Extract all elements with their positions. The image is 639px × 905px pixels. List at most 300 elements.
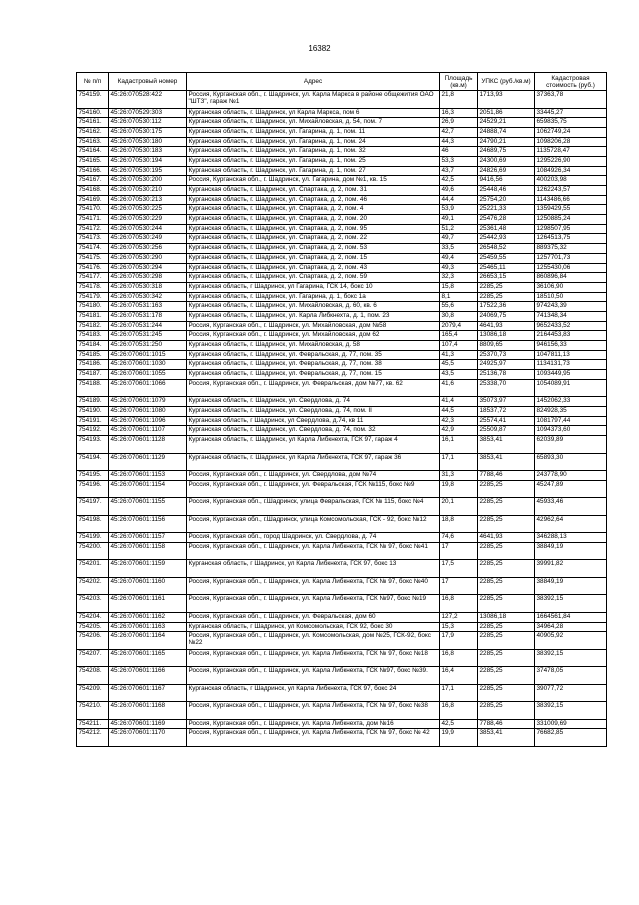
cadastral-number-cell: 45:26:070530:294	[109, 263, 187, 273]
upks-cell: 3853,41	[478, 436, 535, 454]
address-cell: Курганская область, г. Шадринск, ул. Гагарина, д. 1, пом. 11	[187, 127, 440, 137]
address-cell: Курганская область, г Шадринск, ул Гагарина, ГСК 14, бокс 10	[187, 282, 440, 292]
cadastral-number-cell: 45:26:070601:1167	[109, 684, 187, 702]
area-cell: 49,3	[440, 263, 478, 273]
area-cell: 45,5	[440, 360, 478, 370]
cadastral-number-cell: 45:26:070530:244	[109, 224, 187, 234]
cadastral-cost-cell: 1135728,47	[535, 147, 607, 157]
table-row	[77, 426, 607, 436]
row-number-cell: 754174.	[77, 244, 109, 254]
table-row	[77, 622, 607, 632]
area-cell: 41,4	[440, 397, 478, 407]
cadastral-cost-cell: 40905,92	[535, 632, 607, 650]
cadastral-number-cell: 45:26:070528:422	[109, 91, 187, 109]
cadastral-number-cell: 45:26:070601:1155	[109, 498, 187, 516]
cadastral-cost-cell: 824928,35	[535, 406, 607, 416]
cadastral-number-cell: 45:26:070530:175	[109, 127, 187, 137]
table-row	[77, 321, 607, 331]
cadastral-number-cell: 45:26:070601:1096	[109, 416, 187, 426]
address-cell: Курганская область, г. Шадринск, ул. Гагарина, д. 1, пом. 24	[187, 137, 440, 147]
table-row	[77, 360, 607, 370]
address-cell: Россия, Курганская обл., г.Шадринск, улица Комсомольская, ГСК - 92, бокс №12	[187, 515, 440, 533]
upks-cell: 25574,41	[478, 416, 535, 426]
table-row	[77, 91, 607, 109]
upks-cell: 2285,25	[478, 667, 535, 685]
table-row	[77, 118, 607, 128]
cadastral-number-cell: 45:26:070530:200	[109, 176, 187, 186]
cadastral-cost-cell: 946156,33	[535, 341, 607, 351]
area-cell: 43,7	[440, 166, 478, 176]
cadastral-number-cell: 45:26:070530:180	[109, 137, 187, 147]
row-number-cell: 754160.	[77, 108, 109, 118]
cadastral-number-cell: 45:26:070601:1169	[109, 719, 187, 729]
cadastral-number-cell: 45:26:070531:250	[109, 341, 187, 351]
row-number-cell: 754195.	[77, 471, 109, 481]
area-cell: 2079,4	[440, 321, 478, 331]
cadastral-cost-cell: 1081797,44	[535, 416, 607, 426]
address-cell: Курганская область, г. Шадринск, ул. Спартака, д. 2, пом. 43	[187, 263, 440, 273]
cadastral-number-cell: 45:26:070601:1128	[109, 436, 187, 454]
area-cell: 33,5	[440, 244, 478, 254]
area-cell: 42,9	[440, 426, 478, 436]
row-number-cell: 754188.	[77, 379, 109, 397]
area-cell: 165,4	[440, 331, 478, 341]
address-cell: Курганская область, г. Шадринск, ул. Спартака, д. 2, пом. 15	[187, 253, 440, 263]
row-number-cell: 754164.	[77, 147, 109, 157]
area-cell: 8,1	[440, 292, 478, 302]
address-cell: Курганская область, г. Шадринск, ул. Февральская, д. 77, пом. 15	[187, 370, 440, 380]
table-row	[77, 406, 607, 416]
table-row	[77, 542, 607, 560]
cadastral-cost-cell: 1250885,24	[535, 215, 607, 225]
area-cell: 49,6	[440, 186, 478, 196]
cadastral-number-cell: 45:26:070530:194	[109, 156, 187, 166]
upks-cell: 13086,18	[478, 612, 535, 622]
address-cell: Россия, Курганская обл., г. Шадринск, ул. Комсомольская, дом №25, ГСК-92, бокс №22	[187, 632, 440, 650]
upks-cell: 2285,25	[478, 292, 535, 302]
row-number-cell: 754187.	[77, 370, 109, 380]
area-cell: 43,5	[440, 370, 478, 380]
row-number-cell: 754202.	[77, 577, 109, 595]
header-area: Площадь (кв.м)	[440, 73, 478, 91]
address-cell: Россия, Курганская обл., г. Шадринск, ул. Михайловская, дом 62	[187, 331, 440, 341]
cadastral-cost-cell: 1298507,95	[535, 224, 607, 234]
upks-cell: 25361,48	[478, 224, 535, 234]
table-row	[77, 471, 607, 481]
upks-cell: 24790,21	[478, 137, 535, 147]
table-row	[77, 205, 607, 215]
row-number-cell: 754192.	[77, 426, 109, 436]
cadastral-cost-cell: 1093449,95	[535, 370, 607, 380]
area-cell: 16,8	[440, 649, 478, 667]
upks-cell: 25370,73	[478, 350, 535, 360]
table-row	[77, 186, 607, 196]
table-row	[77, 253, 607, 263]
table-row	[77, 436, 607, 454]
area-cell: 20,1	[440, 498, 478, 516]
table-row	[77, 176, 607, 186]
row-number-cell: 754204.	[77, 612, 109, 622]
row-number-cell: 754165.	[77, 156, 109, 166]
row-number-cell: 754199.	[77, 533, 109, 543]
row-number-cell: 754177.	[77, 273, 109, 283]
area-cell: 17,1	[440, 684, 478, 702]
table-row	[77, 108, 607, 118]
upks-cell: 3853,41	[478, 453, 535, 471]
cadastral-cost-cell: 1098206,28	[535, 137, 607, 147]
upks-cell: 2285,25	[478, 480, 535, 498]
cadastral-number-cell: 45:26:070530:213	[109, 195, 187, 205]
cadastral-cost-cell: 1084926,34	[535, 166, 607, 176]
area-cell: 49,4	[440, 253, 478, 263]
upks-cell: 9416,56	[478, 176, 535, 186]
area-cell: 31,3	[440, 471, 478, 481]
cadastral-number-cell: 45:26:070601:1164	[109, 632, 187, 650]
cadastral-number-cell: 45:26:070601:1161	[109, 595, 187, 613]
cadastral-number-cell: 45:26:070601:1079	[109, 397, 187, 407]
header-cadastral-cost: Кадастровая стоимость (руб.)	[535, 73, 607, 91]
area-cell: 17	[440, 542, 478, 560]
area-cell: 42,5	[440, 719, 478, 729]
cadastral-cost-cell: 76682,85	[535, 729, 607, 747]
row-number-cell: 754180.	[77, 302, 109, 312]
area-cell: 44,5	[440, 406, 478, 416]
cadastral-cost-cell: 38392,15	[535, 595, 607, 613]
address-cell: Курганская область, г. Шадринск, ул. Свердлова, д. 74, пом. II	[187, 406, 440, 416]
upks-cell: 2285,25	[478, 515, 535, 533]
address-cell: Курганская область, г. Шадринск, ул. Михайловская, д. 54, пом. 7	[187, 118, 440, 128]
upks-cell: 26548,52	[478, 244, 535, 254]
upks-cell: 2051,86	[478, 108, 535, 118]
row-number-cell: 754189.	[77, 397, 109, 407]
upks-cell: 25476,28	[478, 215, 535, 225]
cadastral-cost-cell: 243778,90	[535, 471, 607, 481]
area-cell: 53,3	[440, 156, 478, 166]
row-number-cell: 754190.	[77, 406, 109, 416]
area-cell: 41,6	[440, 379, 478, 397]
row-number-cell: 754196.	[77, 480, 109, 498]
table-row	[77, 577, 607, 595]
table-body	[77, 91, 607, 747]
row-number-cell: 754166.	[77, 166, 109, 176]
page-number: 16382	[308, 44, 331, 53]
cadastral-cost-cell: 42962,64	[535, 515, 607, 533]
address-cell: Россия, Курганская обл., г. Шадринск, ул. Свердлова, дом №74	[187, 471, 440, 481]
address-cell: Курганская область, г. Шадринск, ул. Спартака, д. 2, пом. 4	[187, 205, 440, 215]
cadastral-cost-cell: 974243,39	[535, 302, 607, 312]
cadastral-cost-cell: 659835,75	[535, 118, 607, 128]
header-upks: УПКС (руб./кв.м)	[478, 73, 535, 91]
address-cell: Россия, Курганская обл., г. Шадринск, ул. Карла Маркса в районе общежития ОАО "ШТЗ", гараж №1	[187, 91, 440, 109]
area-cell: 18,8	[440, 515, 478, 533]
table-row	[77, 147, 607, 157]
row-number-cell: 754181.	[77, 311, 109, 321]
upks-cell: 2285,25	[478, 649, 535, 667]
cadastral-number-cell: 45:26:070601:1157	[109, 533, 187, 543]
upks-cell: 25338,70	[478, 379, 535, 397]
address-cell: Курганская область, г. Шадринск, ул. Гагарина, д. 1, пом. 25	[187, 156, 440, 166]
address-cell: Курганская область, г. Шадринск, ул. Гагарина, д. 1, пом. 32	[187, 147, 440, 157]
address-cell: Курганская область, г. Шадринск, ул Карла Маркса, пом 6	[187, 108, 440, 118]
area-cell: 46	[440, 147, 478, 157]
address-cell: Курганская область, г. Шадринск, ул Карла Либкнехта, ГСК 97, гараж 4	[187, 436, 440, 454]
upks-cell: 18537,72	[478, 406, 535, 416]
address-cell: Россия, Курганская обл., г. Шадринск, ул. Февральская, ГСК №115, бокс №9	[187, 480, 440, 498]
upks-cell: 25459,55	[478, 253, 535, 263]
row-number-cell: 754182.	[77, 321, 109, 331]
upks-cell: 17522,36	[478, 302, 535, 312]
row-number-cell: 754212.	[77, 729, 109, 747]
cadastral-number-cell: 45:26:070601:1160	[109, 577, 187, 595]
header-num: № п/п	[77, 73, 109, 91]
address-cell: Россия, Курганская обл., г. Шадринск, ул. Карла Либкнехта, ГСК № 97, бокс №40	[187, 577, 440, 595]
cadastral-number-cell: 45:26:070530:256	[109, 244, 187, 254]
row-number-cell: 754178.	[77, 282, 109, 292]
row-number-cell: 754198.	[77, 515, 109, 533]
area-cell: 49,1	[440, 215, 478, 225]
table-row	[77, 560, 607, 578]
row-number-cell: 754176.	[77, 263, 109, 273]
upks-cell: 24689,75	[478, 147, 535, 157]
cadastral-cost-cell: 1143486,66	[535, 195, 607, 205]
address-cell: Россия, Курганская обл., г. Шадринск, ул. Февральская, дом №77, кв. 62	[187, 379, 440, 397]
header-cadastral-number: Кадастровый номер	[109, 73, 187, 91]
row-number-cell: 754201.	[77, 560, 109, 578]
cadastral-number-cell: 45:26:070601:1168	[109, 702, 187, 720]
upks-cell: 2285,25	[478, 622, 535, 632]
table-row	[77, 702, 607, 720]
address-cell: Курганская область, г. Шадринск, ул. Свердлова, д. 74	[187, 397, 440, 407]
area-cell: 127,2	[440, 612, 478, 622]
area-cell: 17	[440, 577, 478, 595]
cadastral-cost-cell: 45933,46	[535, 498, 607, 516]
table-row	[77, 292, 607, 302]
cadastral-number-cell: 45:26:070601:1153	[109, 471, 187, 481]
cadastral-number-cell: 45:26:070531:244	[109, 321, 187, 331]
cadastral-number-cell: 45:26:070601:1107	[109, 426, 187, 436]
address-cell: Россия, Курганская обл., г. Шадринск, ул. Карла Либкнехта, ГСК №97, бокс №39.	[187, 667, 440, 685]
address-cell: Курганская область, г Шадринск, ул Свердлова, д.74, кв 11	[187, 416, 440, 426]
upks-cell: 4641,93	[478, 321, 535, 331]
area-cell: 21,8	[440, 91, 478, 109]
table-row	[77, 282, 607, 292]
row-number-cell: 754172.	[77, 224, 109, 234]
upks-cell: 24826,69	[478, 166, 535, 176]
cadastral-number-cell: 45:26:070530:318	[109, 282, 187, 292]
upks-cell: 2285,25	[478, 542, 535, 560]
row-number-cell: 754186.	[77, 360, 109, 370]
cadastral-number-cell: 45:26:070530:195	[109, 166, 187, 176]
address-cell: Россия, Курганская обл., г. Шадринск, ул. Карла Либкнехта, ГСК № 97, бокс №38	[187, 702, 440, 720]
row-number-cell: 754200.	[77, 542, 109, 560]
cadastral-number-cell: 45:26:070601:1162	[109, 612, 187, 622]
row-number-cell: 754184.	[77, 341, 109, 351]
row-number-cell: 754205.	[77, 622, 109, 632]
area-cell: 74,6	[440, 533, 478, 543]
address-cell: Курганская область, г. Шадринск, ул. Февральская, д. 77, пом. 35	[187, 350, 440, 360]
row-number-cell: 754185.	[77, 350, 109, 360]
cadastral-number-cell: 45:26:070601:1156	[109, 515, 187, 533]
cadastral-cost-cell: 37478,05	[535, 667, 607, 685]
area-cell: 32,3	[440, 273, 478, 283]
cadastral-cost-cell: 1062749,24	[535, 127, 607, 137]
upks-cell: 24069,75	[478, 311, 535, 321]
table-row	[77, 595, 607, 613]
area-cell: 44,4	[440, 195, 478, 205]
area-cell: 16,8	[440, 595, 478, 613]
upks-cell: 2285,25	[478, 632, 535, 650]
area-cell: 16,8	[440, 702, 478, 720]
address-cell: Курганская область, г. Шадринск, ул. Гагарина, д. 1, бокс 1а	[187, 292, 440, 302]
upks-cell: 25442,93	[478, 234, 535, 244]
upks-cell: 7788,46	[478, 471, 535, 481]
address-cell: Россия, Курганская обл., г. Шадринск, ул. Гагарина, дом №1, кв. 15	[187, 176, 440, 186]
address-cell: Россия, Курганская обл., г. Шадринск, ул. Карла Либкнехта, ГСК № 97, бокс №41	[187, 542, 440, 560]
table-row	[77, 498, 607, 516]
upks-cell: 3853,41	[478, 729, 535, 747]
cadastral-number-cell: 45:26:070530:225	[109, 205, 187, 215]
row-number-cell: 754171.	[77, 215, 109, 225]
address-cell: Россия, Курганская обл., г. Шадринск, ул. Карла Либкнехта, ГСК № 97, бокс № 42	[187, 729, 440, 747]
cadastral-number-cell: 45:26:070601:1170	[109, 729, 187, 747]
cadastral-cost-cell: 1255430,06	[535, 263, 607, 273]
table-row	[77, 684, 607, 702]
row-number-cell: 754169.	[77, 195, 109, 205]
cadastral-number-cell: 45:26:070530:112	[109, 118, 187, 128]
upks-cell: 2285,25	[478, 595, 535, 613]
cadastral-number-cell: 45:26:070530:298	[109, 273, 187, 283]
cadastral-cost-cell: 1094373,60	[535, 426, 607, 436]
cadastral-cost-cell: 400203,98	[535, 176, 607, 186]
cadastral-number-cell: 45:26:070601:1015	[109, 350, 187, 360]
address-cell: Курганская область, г. Шадринск, ул. Спартака, д. 2, пом. 95	[187, 224, 440, 234]
row-number-cell: 754161.	[77, 118, 109, 128]
address-cell: Курганская область, г. Шадринск, ул. Спартака, д. 2, пом. 31	[187, 186, 440, 196]
area-cell: 17,5	[440, 560, 478, 578]
cadastral-cost-cell: 38392,15	[535, 702, 607, 720]
table-row	[77, 273, 607, 283]
table-row	[77, 127, 607, 137]
cadastral-number-cell: 45:26:070530:183	[109, 147, 187, 157]
cadastral-cost-cell: 37363,78	[535, 91, 607, 109]
upks-cell: 24529,21	[478, 118, 535, 128]
cadastral-number-cell: 45:26:070601:1030	[109, 360, 187, 370]
cadastral-cost-cell: 1054089,91	[535, 379, 607, 397]
address-cell: Россия, Курганская обл., г. Шадринск, ул. Карла Либкнехта, ГСК № 97, бокс №18	[187, 649, 440, 667]
area-cell: 17,9	[440, 632, 478, 650]
row-number-cell: 754170.	[77, 205, 109, 215]
cadastral-cost-cell: 1452062,33	[535, 397, 607, 407]
table-row	[77, 311, 607, 321]
area-cell: 41,3	[440, 350, 478, 360]
upks-cell: 13086,18	[478, 331, 535, 341]
table-row	[77, 667, 607, 685]
cadastral-cost-cell: 33445,27	[535, 108, 607, 118]
upks-cell: 2285,25	[478, 577, 535, 595]
cadastral-cost-cell: 38392,15	[535, 649, 607, 667]
upks-cell: 1713,93	[478, 91, 535, 109]
cadastral-cost-cell: 2164453,83	[535, 331, 607, 341]
address-cell: Курганская область, г. Шадринск, ул. Спартака, д. 2, пом. 46	[187, 195, 440, 205]
upks-cell: 8809,65	[478, 341, 535, 351]
cadastral-cost-cell: 1257701,73	[535, 253, 607, 263]
cadastral-cost-cell: 1295226,90	[535, 156, 607, 166]
cadastral-cost-cell: 1264513,75	[535, 234, 607, 244]
cadastral-cost-cell: 860896,84	[535, 273, 607, 283]
cadastral-cost-cell: 38849,19	[535, 542, 607, 560]
row-number-cell: 754206.	[77, 632, 109, 650]
upks-cell: 7788,46	[478, 719, 535, 729]
row-number-cell: 754197.	[77, 498, 109, 516]
table-row	[77, 156, 607, 166]
row-number-cell: 754194.	[77, 453, 109, 471]
address-cell: Курганская область, г Шадринск, ул Карла Либкнехта, ГСК 97, бокс 13	[187, 560, 440, 578]
cadastral-cost-cell: 889375,32	[535, 244, 607, 254]
cadastral-number-cell: 45:26:070601:1154	[109, 480, 187, 498]
cadastral-cost-cell: 45247,89	[535, 480, 607, 498]
area-cell: 51,2	[440, 224, 478, 234]
address-cell: Курганская область, г. Шадринск, ул. Михайловская, д. 58	[187, 341, 440, 351]
address-cell: Курганская область, г. Шадринск, ул. Спартака, д. 2, пом. 59	[187, 273, 440, 283]
area-cell: 107,4	[440, 341, 478, 351]
address-cell: Курганская область, г Шадринск, ул Комсомольская, ГСК 92, бокс 30	[187, 622, 440, 632]
table-row	[77, 244, 607, 254]
cadastral-cost-cell: 1047811,13	[535, 350, 607, 360]
upks-cell: 25465,11	[478, 263, 535, 273]
area-cell: 17,1	[440, 453, 478, 471]
table-row	[77, 331, 607, 341]
area-cell: 15,3	[440, 622, 478, 632]
cadastral-number-cell: 45:26:070601:1163	[109, 622, 187, 632]
cadastral-cost-cell: 331009,69	[535, 719, 607, 729]
header-address: Адрес	[187, 73, 440, 91]
area-cell: 55,6	[440, 302, 478, 312]
table-row	[77, 379, 607, 397]
upks-cell: 2285,25	[478, 702, 535, 720]
row-number-cell: 754162.	[77, 127, 109, 137]
address-cell: Курганская область, г. Шадринск, ул. Гагарина, д. 1, пом. 27	[187, 166, 440, 176]
table-header-row	[77, 73, 607, 91]
upks-cell: 24925,97	[478, 360, 535, 370]
address-cell: Курганская область, г. Шадринск, ул. Февральская, д. 77, пом. 38	[187, 360, 440, 370]
upks-cell: 25509,87	[478, 426, 535, 436]
cadastral-number-cell: 45:26:070530:249	[109, 234, 187, 244]
upks-cell: 2285,25	[478, 684, 535, 702]
area-cell: 30,8	[440, 311, 478, 321]
cadastral-number-cell: 45:26:070530:290	[109, 253, 187, 263]
upks-cell: 25136,78	[478, 370, 535, 380]
address-cell: Курганская область, г. Шадринск, ул. Спартака, д. 2, пом. 22	[187, 234, 440, 244]
cadastral-number-cell: 45:26:070601:1129	[109, 453, 187, 471]
cadastral-cost-cell: 65893,30	[535, 453, 607, 471]
cadastral-number-cell: 45:26:070531:163	[109, 302, 187, 312]
area-cell: 19,9	[440, 729, 478, 747]
upks-cell: 2285,25	[478, 560, 535, 578]
table-row	[77, 453, 607, 471]
row-number-cell: 754159.	[77, 91, 109, 109]
upks-cell: 25448,46	[478, 186, 535, 196]
upks-cell: 26653,15	[478, 273, 535, 283]
upks-cell: 24300,69	[478, 156, 535, 166]
cadastral-cost-cell: 741348,34	[535, 311, 607, 321]
row-number-cell: 754183.	[77, 331, 109, 341]
area-cell: 19,8	[440, 480, 478, 498]
table-row	[77, 397, 607, 407]
address-cell: Россия, Курганская обл., город Шадринск, ул. Свердлова, д. 74	[187, 533, 440, 543]
cadastral-cost-cell: 36106,90	[535, 282, 607, 292]
cadastral-cost-cell: 62039,89	[535, 436, 607, 454]
table-row	[77, 612, 607, 622]
